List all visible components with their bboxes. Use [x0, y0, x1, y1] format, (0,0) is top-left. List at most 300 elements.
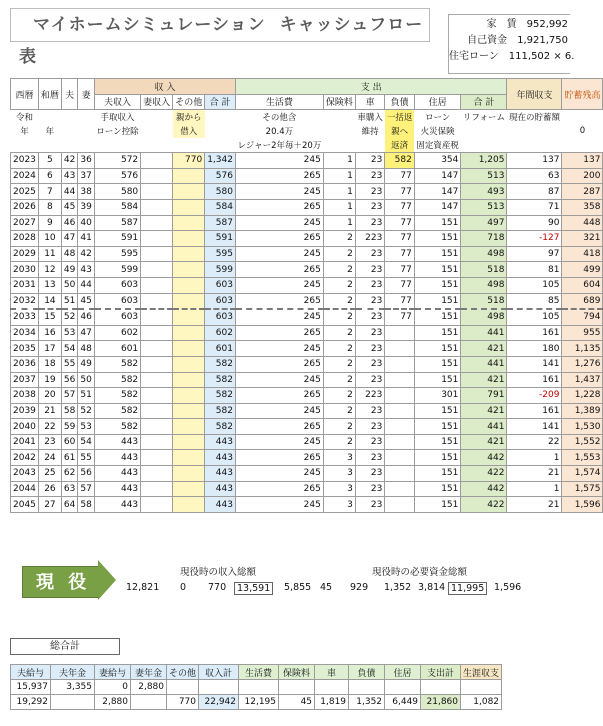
cell — [141, 309, 173, 325]
cell: 603 — [94, 277, 140, 293]
cell: 2033 — [11, 309, 39, 325]
cell: 441 — [461, 356, 507, 372]
cell: 791 — [461, 388, 507, 404]
cell: 151 — [414, 450, 461, 466]
cell — [141, 293, 173, 309]
cell: 151 — [414, 341, 461, 357]
cell: 36 — [78, 153, 94, 169]
note-cell — [323, 138, 355, 153]
cell: 137 — [562, 153, 603, 169]
cell: 63 — [507, 168, 562, 184]
cell: 17 — [38, 341, 61, 357]
total-cell: 2,880 — [131, 680, 167, 695]
grand-total-label: 総合計 — [10, 638, 120, 655]
cell — [173, 309, 205, 325]
cell — [141, 388, 173, 404]
cell: 77 — [385, 293, 415, 309]
cell — [385, 403, 415, 419]
note-cell: 一括返 — [385, 110, 415, 125]
cell: 97 — [507, 246, 562, 262]
header-2: その他 — [173, 94, 205, 110]
cell — [141, 153, 173, 169]
need-total-label: 現役時の必要資金総額 — [372, 567, 468, 578]
cell: 2 — [323, 325, 355, 341]
cell — [173, 262, 205, 278]
cell — [173, 199, 205, 215]
active-period-badge — [22, 560, 114, 598]
cell: 19 — [38, 372, 61, 388]
cell — [173, 184, 205, 200]
cell: 23 — [355, 450, 385, 466]
summary-value: 1,596 — [494, 582, 522, 593]
cell: 151 — [414, 293, 461, 309]
total-cell: 6,449 — [385, 695, 421, 710]
total-header: 保険料 — [279, 665, 315, 680]
cell: 245 — [235, 277, 323, 293]
cell: 77 — [385, 231, 415, 247]
note-cell: 0 — [579, 126, 586, 137]
total-header: 妻給与 — [95, 665, 131, 680]
cell — [141, 262, 173, 278]
housing-info-box — [448, 14, 575, 74]
note-cell — [141, 110, 173, 125]
cell: 151 — [414, 372, 461, 388]
cell: 137 — [507, 153, 562, 169]
note-cell: リフォーム — [462, 113, 505, 124]
cell: 24 — [38, 450, 61, 466]
cell: 151 — [414, 262, 461, 278]
cell: 2024 — [11, 168, 39, 184]
summary-value: 13,591 — [234, 582, 273, 595]
cell: 51 — [61, 293, 77, 309]
table-row — [11, 434, 603, 450]
cell: 301 — [414, 388, 461, 404]
cell: 603 — [205, 293, 236, 309]
note-cell — [141, 138, 173, 153]
cell: 1,276 — [562, 356, 603, 372]
cell: 55 — [61, 356, 77, 372]
cell: 2 — [323, 277, 355, 293]
cell: 12 — [38, 262, 61, 278]
cell: 23 — [355, 184, 385, 200]
cell: 2036 — [11, 356, 39, 372]
cell: 42 — [61, 153, 77, 169]
table-row — [11, 325, 603, 341]
cell: 2 — [323, 309, 355, 325]
cell: 52 — [61, 309, 77, 325]
cell: 601 — [94, 341, 140, 357]
header-annual-balance: 年間収支 — [507, 79, 562, 110]
cell: 23 — [355, 246, 385, 262]
total-cell: 22,942 — [199, 695, 239, 710]
cell: 2 — [323, 419, 355, 435]
cell: 23 — [355, 356, 385, 372]
total-cell — [167, 680, 199, 695]
cell: 37 — [78, 168, 94, 184]
cell — [385, 434, 415, 450]
cell: 1,553 — [562, 450, 603, 466]
cell: 147 — [414, 168, 461, 184]
cell: 27 — [38, 497, 61, 513]
note-cell — [507, 124, 562, 138]
cell — [141, 356, 173, 372]
cell: 11 — [38, 246, 61, 262]
summary-value: 11,995 — [448, 582, 487, 595]
cell: 499 — [562, 262, 603, 278]
cell: 23 — [355, 277, 385, 293]
title-main: マイホームシミュレーション — [33, 15, 266, 35]
cell: 2 — [323, 372, 355, 388]
cell: 3 — [323, 466, 355, 482]
table-row — [11, 466, 603, 482]
cell: 43 — [78, 262, 94, 278]
note-cell — [323, 110, 355, 125]
cell: 50 — [61, 277, 77, 293]
total-header: 収入計 — [199, 665, 239, 680]
cell: 580 — [94, 184, 140, 200]
cell: 15 — [38, 309, 61, 325]
cell: 151 — [414, 497, 461, 513]
cell: 421 — [461, 403, 507, 419]
cell: 2 — [323, 341, 355, 357]
info-own-funds: 自己資金 1,921,750 — [467, 35, 568, 46]
cell: 582 — [385, 153, 415, 169]
cell: 2 — [323, 434, 355, 450]
cell — [141, 372, 173, 388]
cell: 265 — [235, 450, 323, 466]
cell: 441 — [461, 325, 507, 341]
cell: 59 — [61, 419, 77, 435]
total-header: 車 — [315, 665, 349, 680]
cell — [385, 419, 415, 435]
cell: 151 — [414, 325, 461, 341]
cell: 10 — [38, 231, 61, 247]
header-year: 西暦 — [11, 79, 39, 110]
note-cell — [323, 124, 355, 138]
cell: 20 — [38, 388, 61, 404]
header-4: 生活費 — [235, 94, 323, 110]
cell: 161 — [507, 372, 562, 388]
note-cell — [38, 110, 61, 125]
cell: 55 — [78, 450, 94, 466]
cell: 23 — [355, 153, 385, 169]
cell: 2 — [323, 231, 355, 247]
cell: 71 — [507, 199, 562, 215]
note-cell: 親から — [173, 110, 205, 125]
table-row — [11, 309, 603, 325]
note-cell: ローン — [424, 113, 451, 124]
cell: 26 — [38, 481, 61, 497]
cell: 85 — [507, 293, 562, 309]
cell: 354 — [414, 153, 461, 169]
cell — [141, 199, 173, 215]
cell: 147 — [414, 199, 461, 215]
cell: 603 — [94, 309, 140, 325]
cell: 582 — [205, 356, 236, 372]
total-header: 負債 — [349, 665, 385, 680]
cell: 245 — [235, 153, 323, 169]
cell — [385, 356, 415, 372]
cell: 90 — [507, 215, 562, 231]
table-row — [11, 184, 603, 200]
cell: 81 — [507, 262, 562, 278]
total-cell: 21,860 — [421, 695, 461, 710]
cell: 1,575 — [562, 481, 603, 497]
table-row — [11, 341, 603, 357]
cell — [173, 372, 205, 388]
cell: 58 — [61, 403, 77, 419]
cell: 418 — [562, 246, 603, 262]
header-6: 車 — [355, 94, 385, 110]
cell: 45 — [61, 199, 77, 215]
cell: 151 — [414, 309, 461, 325]
table-row — [11, 168, 603, 184]
note-cell — [78, 138, 94, 153]
cell: 53 — [61, 325, 77, 341]
cell: 23 — [355, 199, 385, 215]
cell: 421 — [461, 372, 507, 388]
cell: 48 — [78, 341, 94, 357]
summary-value: 0 — [180, 582, 187, 593]
note-cell: 固定資産税 — [416, 141, 459, 152]
cell: 955 — [562, 325, 603, 341]
cell: 794 — [562, 309, 603, 325]
cell: 2044 — [11, 481, 39, 497]
cell: 443 — [94, 466, 140, 482]
cell — [173, 277, 205, 293]
cell: 587 — [205, 215, 236, 231]
cell: 52 — [78, 403, 94, 419]
cell: 54 — [78, 434, 94, 450]
cell: 582 — [205, 372, 236, 388]
cell — [385, 466, 415, 482]
table-row — [11, 388, 603, 404]
cell: 1 — [507, 450, 562, 466]
cell: 265 — [235, 168, 323, 184]
cell — [173, 466, 205, 482]
cell: 151 — [414, 434, 461, 450]
cell: 43 — [61, 168, 77, 184]
cell: 582 — [94, 356, 140, 372]
note-cell: 親へ — [385, 124, 415, 138]
total-cell — [385, 680, 421, 695]
cell: 58 — [78, 497, 94, 513]
cell: 23 — [355, 497, 385, 513]
cell: 599 — [94, 262, 140, 278]
header-savings-balance: 貯蓄残高 — [562, 79, 603, 110]
cell: 1,437 — [562, 372, 603, 388]
note-cell — [507, 138, 562, 153]
note-cell — [94, 138, 140, 153]
total-cell — [239, 680, 279, 695]
table-row — [11, 372, 603, 388]
total-header: 夫年金 — [51, 665, 95, 680]
cell: 23 — [355, 325, 385, 341]
cell — [173, 497, 205, 513]
table-row — [11, 153, 603, 169]
note-cell — [78, 124, 94, 138]
cell — [385, 481, 415, 497]
total-cell: 3,355 — [51, 680, 95, 695]
total-cell — [349, 680, 385, 695]
header-husband: 夫 — [61, 79, 77, 110]
cell: 1,596 — [562, 497, 603, 513]
cell: 57 — [61, 388, 77, 404]
expense-group-header: 支 出 — [235, 79, 506, 95]
cell: 2029 — [11, 246, 39, 262]
cell: 13 — [38, 277, 61, 293]
cell: 3 — [323, 450, 355, 466]
cell: 287 — [562, 184, 603, 200]
cashflow-table — [10, 78, 603, 513]
cell: 23 — [355, 262, 385, 278]
cell: 223 — [355, 388, 385, 404]
cell: 2038 — [11, 388, 39, 404]
note-cell — [61, 138, 77, 153]
header-8: 住居 — [414, 94, 461, 110]
cell: 47 — [78, 325, 94, 341]
cell: 7 — [38, 184, 61, 200]
cell: 604 — [562, 277, 603, 293]
cell: 151 — [414, 481, 461, 497]
cell — [141, 450, 173, 466]
total-cell: 1,082 — [461, 695, 502, 710]
cell: 64 — [61, 497, 77, 513]
cell: 23 — [355, 341, 385, 357]
cell: 498 — [461, 309, 507, 325]
cell: 38 — [78, 184, 94, 200]
cell — [141, 184, 173, 200]
cell: 2025 — [11, 184, 39, 200]
cell: 53 — [78, 419, 94, 435]
note-cell: その他含 — [262, 113, 297, 124]
total-header: 支出計 — [421, 665, 461, 680]
cell: 3 — [323, 497, 355, 513]
cell: 582 — [94, 388, 140, 404]
total-header: 妻年金 — [131, 665, 167, 680]
cell: 582 — [94, 419, 140, 435]
cell: 2041 — [11, 434, 39, 450]
cell: 77 — [385, 309, 415, 325]
cell: 245 — [235, 434, 323, 450]
table-row — [11, 419, 603, 435]
summary-value: 45 — [320, 582, 333, 593]
cell: 591 — [205, 231, 236, 247]
cell: 21 — [507, 466, 562, 482]
cell: 582 — [94, 372, 140, 388]
cell — [141, 481, 173, 497]
cell: 23 — [355, 419, 385, 435]
total-cell: 12,195 — [239, 695, 279, 710]
cell: 587 — [94, 215, 140, 231]
cell: 513 — [461, 168, 507, 184]
total-header: 生活費 — [239, 665, 279, 680]
cell — [385, 341, 415, 357]
cell: 46 — [78, 309, 94, 325]
cell: 265 — [235, 325, 323, 341]
cell: 498 — [461, 277, 507, 293]
cell: 599 — [205, 262, 236, 278]
cell: 2 — [323, 356, 355, 372]
cell: 443 — [205, 466, 236, 482]
cell: 47 — [61, 231, 77, 247]
cell: 151 — [414, 231, 461, 247]
total-cell: 770 — [167, 695, 199, 710]
table-row — [11, 246, 603, 262]
cell: 14 — [38, 293, 61, 309]
cell: 245 — [235, 497, 323, 513]
badge-text: 現 役 — [36, 572, 91, 593]
cell: 161 — [507, 403, 562, 419]
cell: 151 — [414, 356, 461, 372]
total-cell — [51, 695, 95, 710]
cell — [141, 341, 173, 357]
cell: 21 — [38, 403, 61, 419]
note-cell: 令和 — [15, 113, 33, 124]
cell: 265 — [235, 419, 323, 435]
note-cell: 現在の貯蓄額 — [508, 113, 560, 124]
note-cell — [461, 138, 507, 153]
total-cell: 1,819 — [315, 695, 349, 710]
note-cell: 火災保険 — [420, 127, 455, 138]
cell: 151 — [414, 419, 461, 435]
cell: 23 — [355, 466, 385, 482]
cell: 591 — [94, 231, 140, 247]
cell — [141, 403, 173, 419]
cell: 265 — [235, 293, 323, 309]
table-row — [11, 403, 603, 419]
cell — [173, 419, 205, 435]
cell: 321 — [562, 231, 603, 247]
cell: 442 — [461, 481, 507, 497]
total-row — [11, 680, 502, 695]
cell: 2034 — [11, 325, 39, 341]
cell: 2 — [323, 403, 355, 419]
cell: -127 — [507, 231, 562, 247]
cell: 245 — [235, 184, 323, 200]
cell: 265 — [235, 262, 323, 278]
cell: 1 — [323, 199, 355, 215]
cell: 44 — [78, 277, 94, 293]
cell: 1 — [323, 215, 355, 231]
cell: 1,552 — [562, 434, 603, 450]
cell: 41 — [78, 231, 94, 247]
cell: 497 — [461, 215, 507, 231]
summary-value: 12,821 — [126, 582, 160, 593]
cell: 422 — [461, 466, 507, 482]
cell — [173, 403, 205, 419]
total-cell: 19,292 — [11, 695, 51, 710]
cell: 443 — [94, 450, 140, 466]
cell: 493 — [461, 184, 507, 200]
cell: 77 — [385, 184, 415, 200]
cell: 689 — [562, 293, 603, 309]
cell: 518 — [461, 262, 507, 278]
cell: 602 — [94, 325, 140, 341]
cell: 141 — [507, 356, 562, 372]
note-cell — [562, 110, 603, 125]
grand-total-table — [10, 664, 502, 710]
cell — [385, 325, 415, 341]
cell — [385, 372, 415, 388]
cell: 582 — [205, 388, 236, 404]
cell: 40 — [78, 215, 94, 231]
cell: 245 — [235, 246, 323, 262]
cell: 51 — [78, 388, 94, 404]
income-total-label: 現役時の収入総額 — [180, 567, 257, 578]
total-cell: 45 — [279, 695, 315, 710]
cell: 718 — [461, 231, 507, 247]
